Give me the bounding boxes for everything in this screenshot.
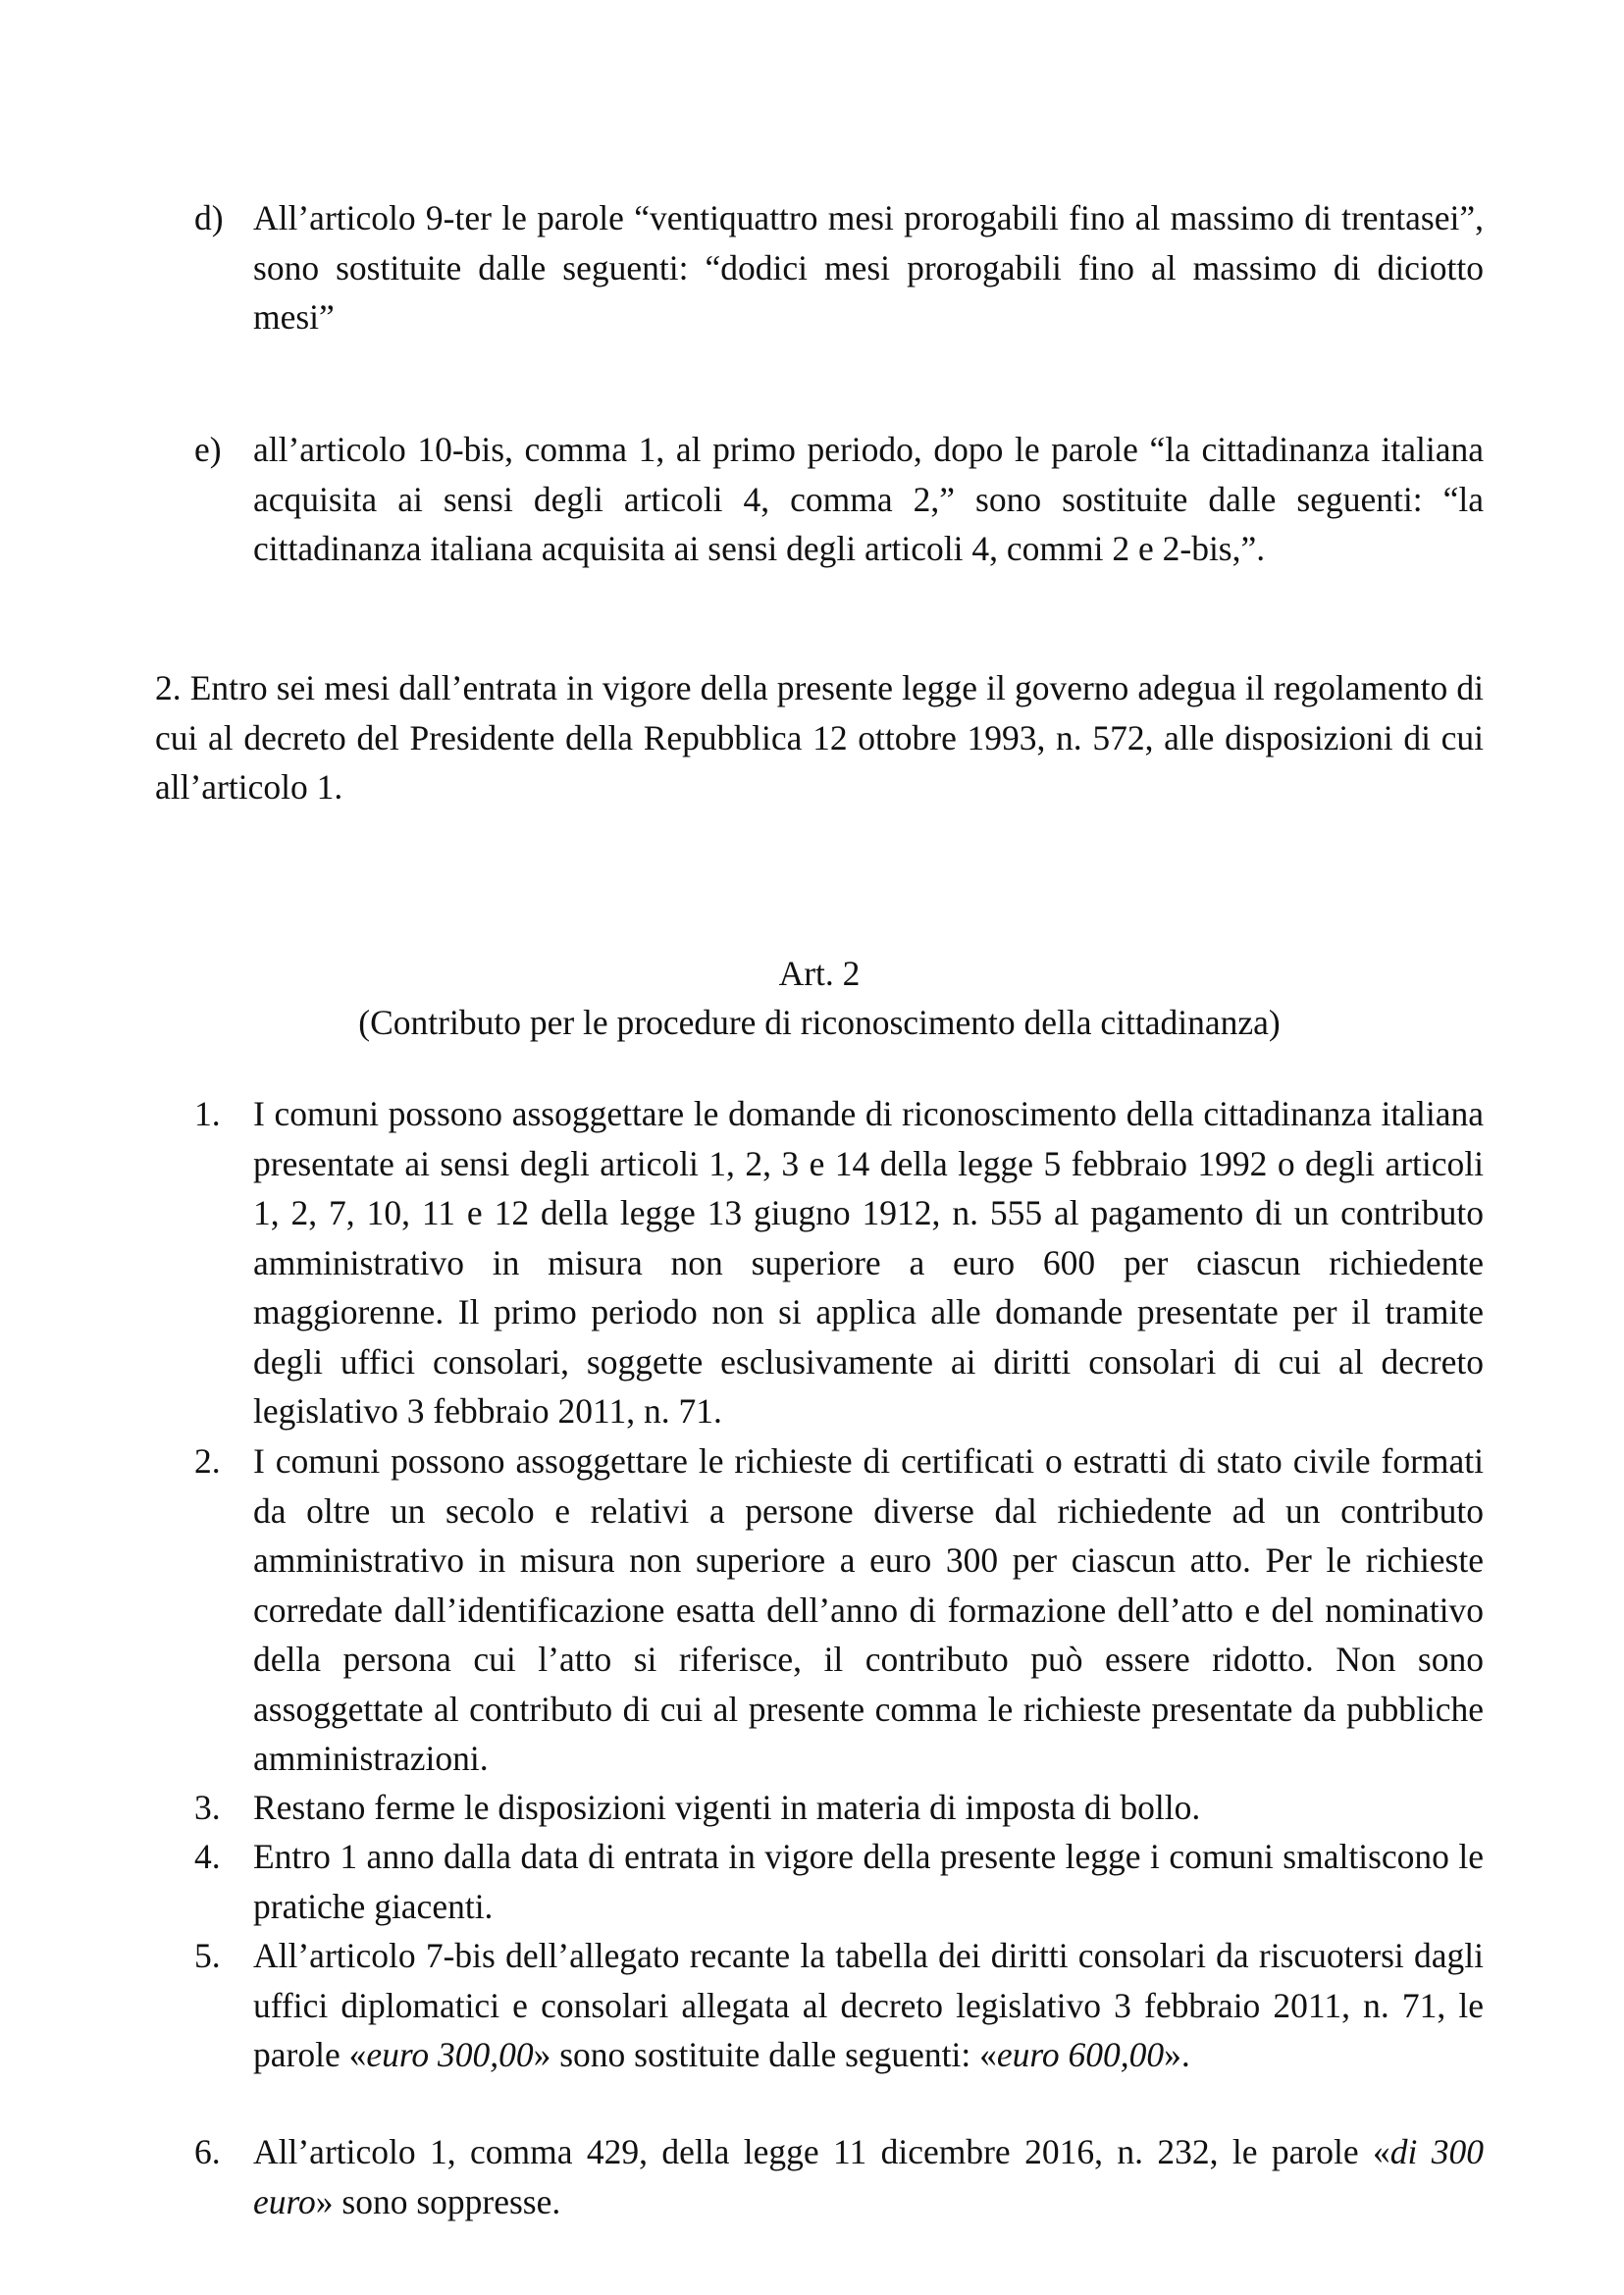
list-marker: 3. bbox=[194, 1788, 221, 1827]
list-marker: 4. bbox=[194, 1837, 221, 1876]
text-run: ». bbox=[1164, 2035, 1190, 2074]
text-run: All’articolo 1, comma 429, della legge 11 dicembre 2016, n. 232, le parole « bbox=[253, 2132, 1390, 2171]
text-run: All’articolo 7-bis dell’allegato recante la tabella dei diritti consolari da riscuotersi dagli uffici diplomatici e consolari allegata al decreto legislativo 3 febbraio 2011, n. 71, le parole « bbox=[253, 1936, 1484, 2074]
list-marker: 5. bbox=[194, 1936, 221, 1975]
list-marker: d) bbox=[194, 198, 224, 237]
list-item-text: Restano ferme le disposizioni vigenti in materia di imposta di bollo. bbox=[253, 1788, 1201, 1827]
paragraph-comma-2: 2. Entro sei mesi dall’entrata in vigore della presente legge il governo adegua il regolamento di cui al decreto del Presidente della Repubblica 12 ottobre 1993, n. 572, alle disposizioni di cui all’articolo 1. bbox=[155, 668, 1484, 807]
list-item-text: All’articolo 9-ter le parole “ventiquattro mesi prorogabili fino al massimo di trentasei”, sono sostituite dalle seguenti: “dodici mesi prorogabili fino al massimo di diciotto mesi” bbox=[253, 198, 1484, 337]
list-item-3 bbox=[194, 1783, 1484, 1833]
list-item-text bbox=[253, 1931, 1484, 2080]
list-marker: 6. bbox=[194, 2132, 221, 2171]
italic-run: euro 600,00 bbox=[996, 2035, 1165, 2074]
list-item-text: Entro 1 anno dalla data di entrata in vigore della presente legge i comuni smaltiscono le pratiche giacenti. bbox=[253, 1837, 1484, 1926]
list-marker: 1. bbox=[194, 1094, 221, 1133]
list-item-text bbox=[253, 2127, 1484, 2226]
list-item-e bbox=[194, 425, 1484, 574]
list-item-d bbox=[194, 193, 1484, 342]
list-item-text: I comuni possono assoggettare le domande di riconoscimento della cittadinanza italiana presentate ai sensi degli articoli 1, 2, 3 e 14 della legge 5 febbraio 1992 o degli articoli 1, 2, 7, 10, 11 e 12 della legge 13 giugno 1912, n. 555 al pagamento di un contributo amministrativo in misura non superiore a euro 600 per ciascun richiedente maggiorenne. Il primo periodo non si applica alle domande presentate per il tramite degli uffici consolari, soggette esclusivamente ai diritti consolari di cui al decreto legislativo 3 febbraio 2011, n. 71. bbox=[253, 1094, 1484, 1431]
list-item-4 bbox=[194, 1832, 1484, 1931]
list-marker: e) bbox=[194, 430, 222, 469]
text-run: » sono soppresse. bbox=[315, 2181, 561, 2221]
list-item-text: all’articolo 10-bis, comma 1, al primo periodo, dopo le parole “la cittadinanza italiana acquisita ai sensi degli articoli 4, comma 2,” sono sostituite dalle seguenti: “la cittadinanza italiana acquisita ai sensi degli articoli 4, commi 2 e 2-bis,”. bbox=[253, 430, 1484, 568]
list-item-1 bbox=[194, 1089, 1484, 1436]
list-item-6 bbox=[194, 2127, 1484, 2226]
article-subheading: (Contributo per le procedure di riconoscimento della cittadinanza) bbox=[358, 1003, 1281, 1042]
italic-run: di 300 euro bbox=[253, 2132, 1484, 2221]
list-item-text: I comuni possono assoggettare le richieste di certificati o estratti di stato civile formati da oltre un secolo e relativi a persone diverse dal richiedente ad un contributo amministrativo in misura non superiore a euro 300 per ciascun atto. Per le richieste corredate dall’identificazione esatta dell’anno di formazione dell’atto e del nominativo della persona cui l’atto si riferisce, il contributo può essere ridotto. Non sono assoggettate al contributo di cui al presente comma le richieste presentate da pubbliche amministrazioni. bbox=[253, 1441, 1484, 1778]
article-heading: Art. 2 bbox=[778, 954, 861, 993]
text-run: » sono sostituite dalle seguenti: « bbox=[533, 2035, 997, 2074]
list-marker: 2. bbox=[194, 1441, 221, 1481]
list-item-2 bbox=[194, 1436, 1484, 1784]
list-item-5 bbox=[194, 1931, 1484, 2080]
italic-run: euro 300,00 bbox=[366, 2035, 534, 2074]
